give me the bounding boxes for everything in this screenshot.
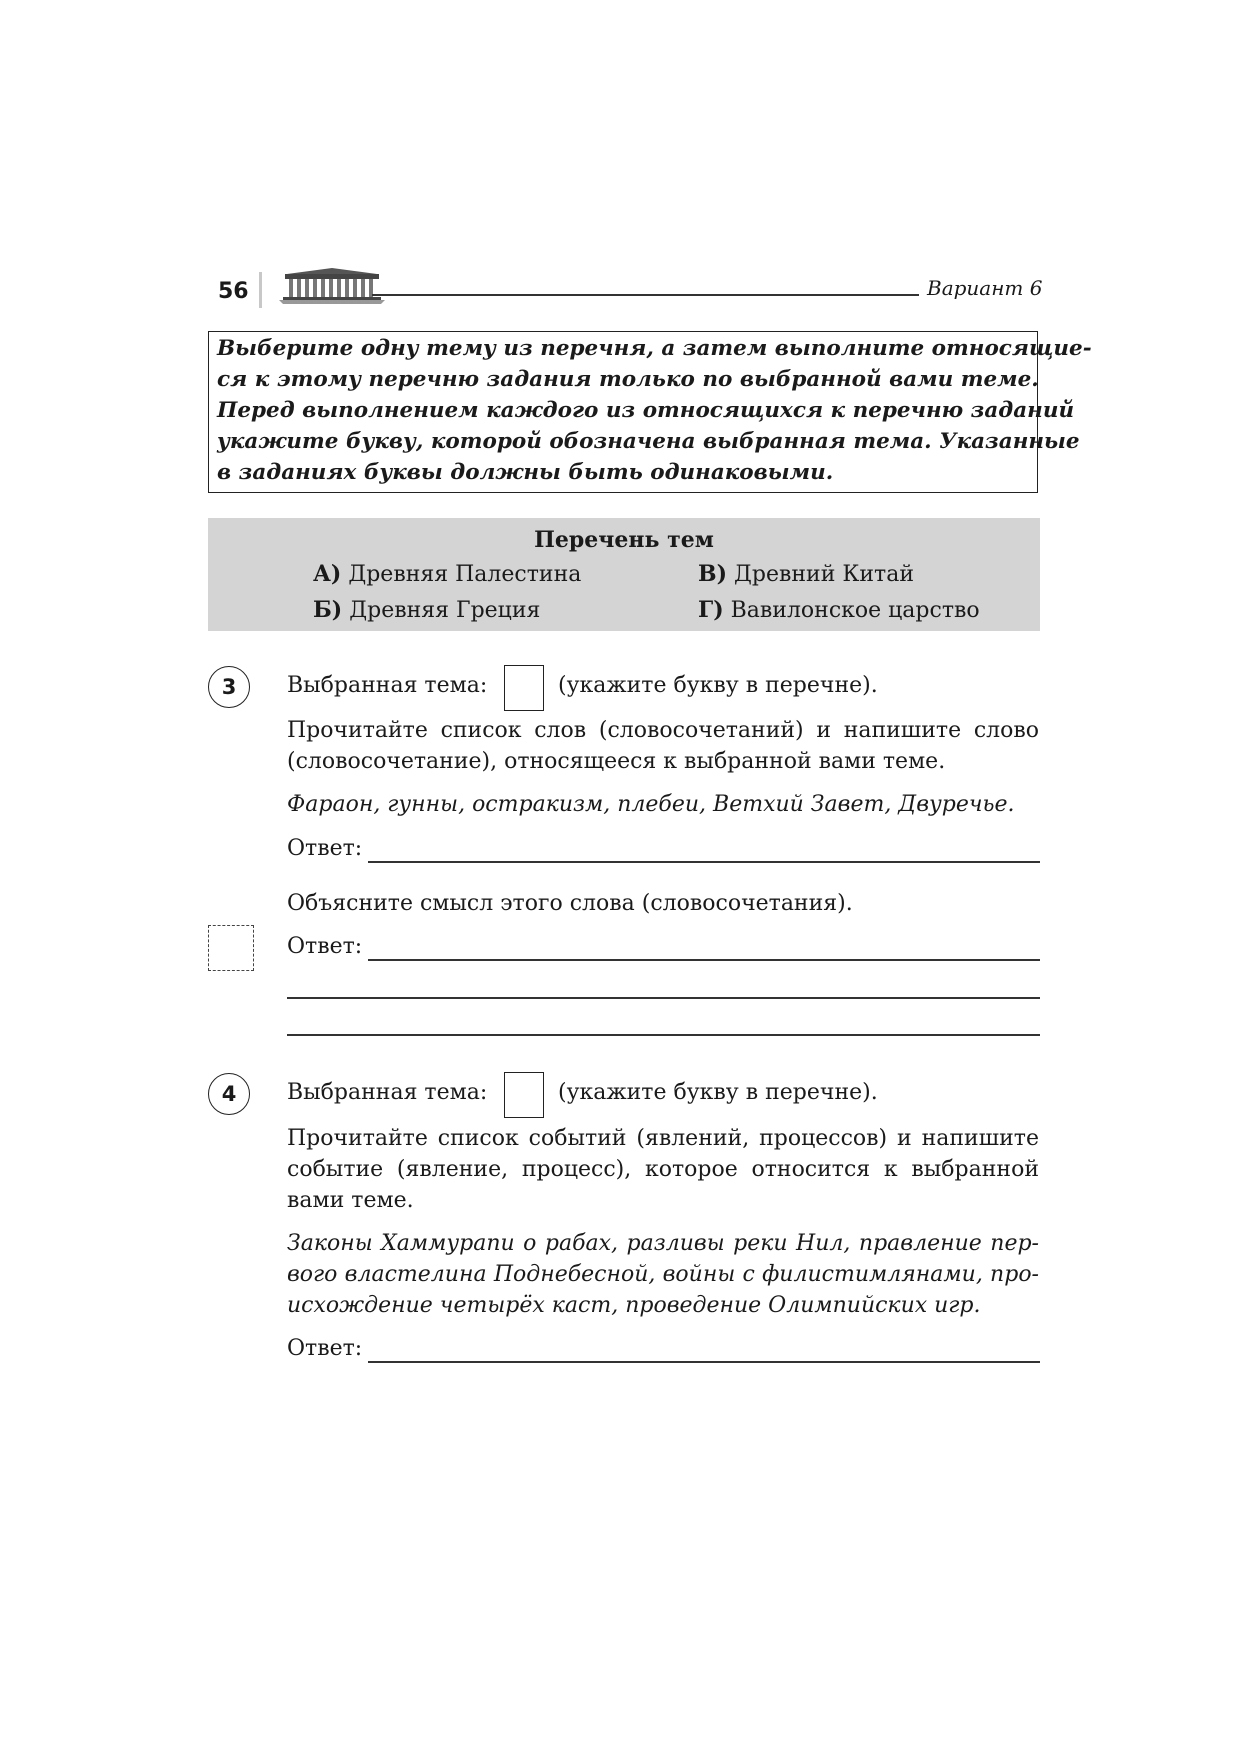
topic-item bbox=[698, 597, 980, 623]
task-prompt: событие (явление, процесс), которое относится к выбранной bbox=[287, 1157, 1039, 1182]
word-list: Фараон, гунны, остракизм, плебеи, Ветхий Завет, Двуречье. bbox=[287, 792, 1015, 817]
answer-line[interactable] bbox=[368, 861, 1040, 863]
topic-name: Древняя Греция bbox=[349, 598, 541, 623]
topic-name: Древняя Палестина bbox=[348, 562, 582, 587]
chosen-topic-label: Выбранная тема: bbox=[287, 1080, 488, 1105]
instructions-box bbox=[208, 331, 1092, 493]
chosen-topic-hint: (укажите букву в перечне). bbox=[558, 673, 878, 698]
instruction-line: укажите букву, которой обозначена выбранная тема. Указанные bbox=[217, 429, 1080, 454]
explain-prompt: Объясните смысл этого слова (словосочетания). bbox=[287, 891, 853, 916]
topic-letter: Б) bbox=[313, 597, 343, 623]
answer-label: Ответ: bbox=[287, 836, 363, 861]
answer-line[interactable] bbox=[287, 997, 1040, 999]
temple-icon bbox=[277, 266, 387, 306]
task-prompt: Прочитайте список событий (явлений, процессов) и напишите bbox=[287, 1126, 1039, 1151]
event-list: вого властелина Поднебесной, войны с филистимлянами, про- bbox=[287, 1262, 1039, 1287]
event-list: исхождение четырёх каст, проведение Олимпийских игр. bbox=[287, 1293, 981, 1318]
task-prompt: Прочитайте список слов (словосочетаний) и напишите слово bbox=[287, 718, 1039, 743]
page-number: 56 bbox=[218, 279, 249, 304]
header-separator bbox=[259, 272, 262, 308]
answer-line[interactable] bbox=[368, 959, 1040, 961]
chosen-topic-hint: (укажите букву в перечне). bbox=[558, 1080, 878, 1105]
task-number-4: 4 bbox=[208, 1073, 250, 1115]
task-number-3: 3 bbox=[208, 666, 250, 708]
chosen-topic-label: Выбранная тема: bbox=[287, 673, 488, 698]
event-list: Законы Хаммурапи о рабах, разливы реки Нил, правление пер- bbox=[287, 1231, 1039, 1256]
answer-line[interactable] bbox=[368, 1361, 1040, 1363]
variant-label: Вариант 6 bbox=[927, 276, 1043, 300]
topic-letter-input[interactable] bbox=[504, 665, 544, 711]
topics-panel bbox=[208, 518, 1040, 631]
answer-line[interactable] bbox=[287, 1034, 1040, 1036]
instruction-line: Перед выполнением каждого из относящихся к перечню заданий bbox=[217, 398, 1075, 423]
answer-label: Ответ: bbox=[287, 1336, 363, 1361]
topic-letter: А) bbox=[313, 561, 342, 587]
topic-name: Древний Китай bbox=[734, 562, 915, 587]
topic-item bbox=[313, 597, 540, 623]
topic-name: Вавилонское царство bbox=[730, 598, 980, 623]
topic-letter: В) bbox=[698, 561, 728, 587]
answer-label: Ответ: bbox=[287, 934, 363, 959]
header-rule bbox=[372, 294, 919, 296]
instruction-line: Выберите одну тему из перечня, а затем выполните относящие- bbox=[217, 336, 1092, 361]
instruction-line: ся к этому перечню задания только по выбранной вами теме. bbox=[217, 367, 1039, 392]
score-box bbox=[208, 925, 254, 971]
topics-title: Перечень тем bbox=[534, 527, 714, 553]
task-prompt: (словосочетание), относящееся к выбранной вами теме. bbox=[287, 749, 946, 774]
topic-item bbox=[313, 561, 581, 587]
topic-letter-input[interactable] bbox=[504, 1072, 544, 1118]
task-prompt: вами теме. bbox=[287, 1188, 414, 1213]
instruction-line: в заданиях буквы должны быть одинаковыми. bbox=[217, 460, 834, 485]
topic-letter: Г) bbox=[698, 597, 724, 623]
topic-item bbox=[698, 561, 914, 587]
